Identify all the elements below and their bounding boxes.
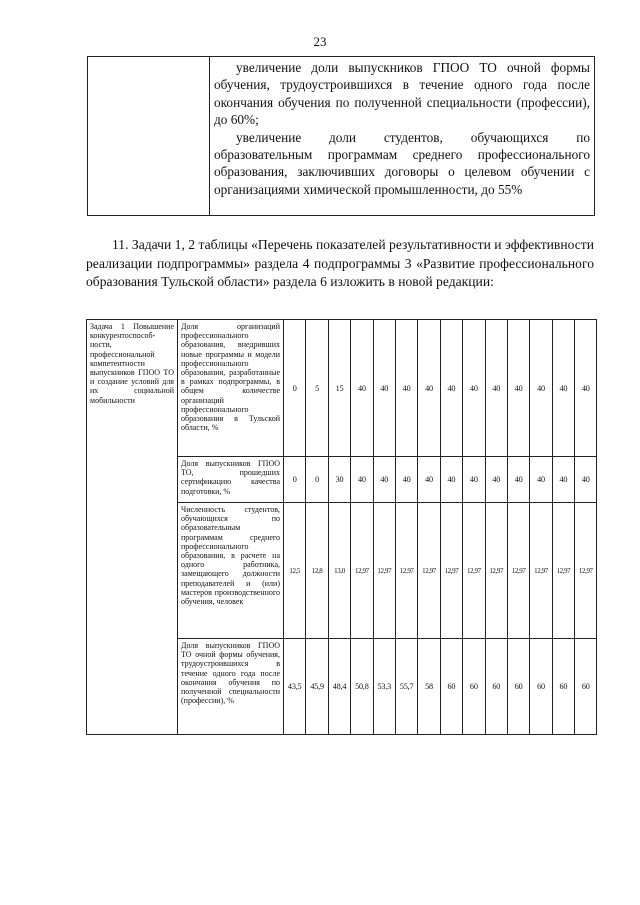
value-cell: 60 — [485, 639, 507, 735]
value-cell: 0 — [284, 457, 306, 503]
value-cell: 60 — [463, 639, 485, 735]
value-cell: 58 — [418, 639, 440, 735]
value-cell: 12,97 — [575, 503, 597, 639]
value-cell: 60 — [440, 639, 462, 735]
value-cell: 12,97 — [395, 503, 417, 639]
task-cell: Задача 1 Повышение конкурентоспособ-ности, профессиональной компетентности выпускников ГПОО ТО и создание условий для их социальной мобильности — [87, 320, 178, 735]
value-cell: 40 — [575, 457, 597, 503]
value-cell: 40 — [463, 320, 485, 457]
value-cell: 40 — [575, 320, 597, 457]
indicator-cell: Доля организаций профессионального образования, внедривших новые программы и модели профессионального образования, разработанные в рамках подпрограммы, в общем количестве организаций профессионального образования в Тульской области, % — [178, 320, 284, 457]
value-cell: 40 — [552, 457, 574, 503]
value-cell: 40 — [485, 320, 507, 457]
value-cell: 40 — [530, 457, 552, 503]
continued-table — [87, 56, 595, 216]
value-cell: 40 — [552, 320, 574, 457]
goal-paragraph: увеличение доли выпускников ГПОО ТО очной формы обучения, трудоустроившихся в течение одного года после окончания обучения по полученной специальности (профессии), до 60%; — [214, 60, 590, 128]
value-cell: 12,97 — [463, 503, 485, 639]
goal-paragraph: увеличение доли студентов, обучающихся по образовательным программам среднего профессионального образования, заключивших договоры о целевом обучении с организациями химической промышленности, до 55% — [214, 129, 590, 197]
value-cell: 40 — [530, 320, 552, 457]
indicators-table — [86, 319, 597, 735]
value-cell: 12,97 — [351, 503, 373, 639]
value-cell: 13,0 — [328, 503, 350, 639]
value-cell: 40 — [485, 457, 507, 503]
indicator-cell: Доля выпускников ГПОО ТО очной формы обучения, трудоустроившихся в течение одного года после окончания обучения по полученной специальности (профессии), % — [178, 639, 284, 735]
table-row — [87, 320, 597, 457]
value-cell: 40 — [507, 457, 529, 503]
value-cell: 12,97 — [507, 503, 529, 639]
value-cell: 0 — [306, 457, 328, 503]
value-cell: 40 — [507, 320, 529, 457]
value-cell: 12,97 — [552, 503, 574, 639]
indicator-cell: Численность студентов, обучающихся по образовательным программам среднего профессионального образования, в расчете на одного работника, замещающего должности преподавателей и (или) мастеров производственного обучения, человек — [178, 503, 284, 639]
value-cell: 12,97 — [418, 503, 440, 639]
value-cell: 40 — [373, 457, 395, 503]
value-cell: 12,8 — [306, 503, 328, 639]
value-cell: 40 — [463, 457, 485, 503]
value-cell: 30 — [328, 457, 350, 503]
continued-table-right-cell — [210, 57, 595, 216]
value-cell: 40 — [351, 320, 373, 457]
value-cell: 40 — [440, 320, 462, 457]
value-cell: 40 — [395, 320, 417, 457]
amendment-text: 11. Задачи 1, 2 таблицы «Перечень показателей результативности и эффективности реализации подпрограммы» раздела 4 подпрограммы 3 «Развитие профессионального образования Тульской области» раздела 6 изложить в новой редакции: — [86, 237, 594, 289]
value-cell: 60 — [575, 639, 597, 735]
value-cell: 60 — [552, 639, 574, 735]
value-cell: 53,3 — [373, 639, 395, 735]
value-cell: 12,5 — [284, 503, 306, 639]
value-cell: 5 — [306, 320, 328, 457]
page-number: 23 — [313, 34, 327, 49]
value-cell: 40 — [418, 320, 440, 457]
indicator-cell: Доля выпускников ГПОО ТО, прошедших сертификацию качества подготовки, % — [178, 457, 284, 503]
value-cell: 60 — [507, 639, 529, 735]
value-cell: 48,4 — [328, 639, 350, 735]
value-cell: 43,5 — [284, 639, 306, 735]
value-cell: 0 — [284, 320, 306, 457]
value-cell: 12,97 — [373, 503, 395, 639]
value-cell: 60 — [530, 639, 552, 735]
value-cell: 12,97 — [485, 503, 507, 639]
value-cell: 55,7 — [395, 639, 417, 735]
value-cell: 15 — [328, 320, 350, 457]
amendment-paragraph — [86, 236, 594, 292]
value-cell: 40 — [351, 457, 373, 503]
value-cell: 45,9 — [306, 639, 328, 735]
value-cell: 40 — [373, 320, 395, 457]
value-cell: 50,8 — [351, 639, 373, 735]
value-cell: 40 — [395, 457, 417, 503]
value-cell: 40 — [418, 457, 440, 503]
continued-table-left-cell — [88, 57, 210, 216]
value-cell: 40 — [440, 457, 462, 503]
value-cell: 12,97 — [440, 503, 462, 639]
value-cell: 12,97 — [530, 503, 552, 639]
